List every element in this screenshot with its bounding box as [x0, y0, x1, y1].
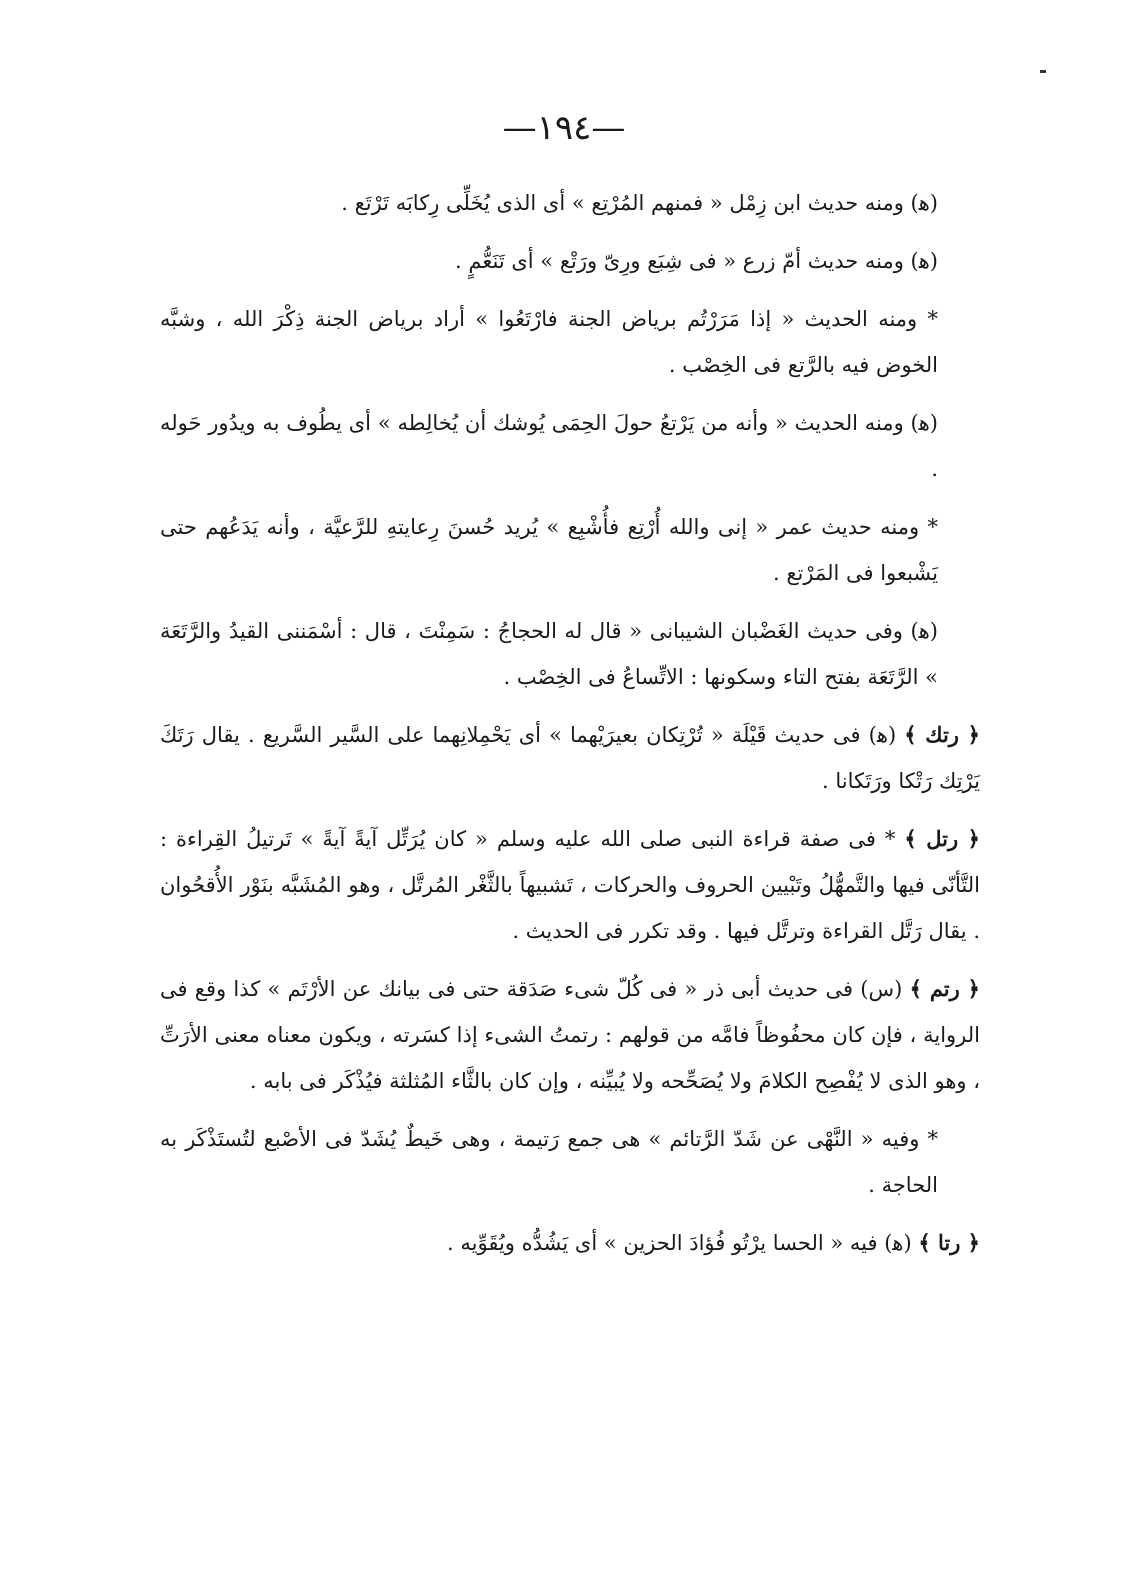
entry-rtl: [160, 816, 980, 954]
entry-5: [160, 504, 980, 596]
entry-rtk: [160, 712, 980, 804]
entry-text: (ﻫ) فيه « الحسا يرْتُو فُؤادَ الحزين » أى يَشُدُّه ويُقَوِّيه .: [447, 1231, 912, 1255]
entry-3: [160, 296, 980, 388]
entry-text: * فى صفة قراءة النبى صلى الله عليه وسلم « كان يُرَتِّل آيةً آيةً » تَرتيلُ القِراءة : التَّأنّى فيها والتَّمهُّلُ وتَبْيين الحروف والحركات ، تَشبيهاً بالثَّغْر المُرتَّل ، وهو المُشَبَّه بنَوْر الأُقحُوان . يقال رَتَّل القراءة وترتَّل فيها . وقد تكرر فى الحديث .: [160, 827, 980, 943]
entry-text: (ﻫ) ومنه حديث ابن زِمْل « فمنهم المُرْتِع » أى الذى يُخَلِّى رِكابَه تَرْتَع .: [341, 191, 938, 215]
entry-text: * وفيه « النَّهْى عن شَدّ الرَّتائم » هى جمع رَتيمة ، وهى خَيطٌ يُشَدّ فى الأصْبع لتُستَذْكَر به الحاجة .: [160, 1127, 939, 1197]
entry-4: [160, 400, 980, 492]
entry-rtm: [160, 966, 980, 1104]
entry-10: [160, 1116, 980, 1208]
entry-text: (ﻫ) ومنه الحديث « وأنه من يَرْتعُ حولَ الحِمَى يُوشك أن يُخالِطه » أى يطُوف به ويدُور حَوله .: [160, 411, 938, 481]
entry-text: (ﻫ) فى حديث قَيْلَة « تُرْتِكان بعيرَيْهما » أى يَحْمِلانِهما على السَّير السَّريع . يقال رَتَكَ يَرْتِك رَتْكا ورَتَكانا .: [160, 723, 980, 793]
entry-6: [160, 608, 980, 700]
entry-text: (ﻫ) ومنه حديث أمّ زرع « فى شِبَع ورِىّ ورَتْع » أى تَنَعُّمٍ .: [455, 249, 938, 273]
headword: ﴿ رتم ﴾: [909, 976, 980, 1001]
headword: ﴿ رتل ﴾: [904, 826, 980, 851]
entry-2: [160, 238, 980, 284]
entry-rta: [160, 1220, 980, 1266]
page-number: —١٩٤—: [502, 108, 626, 148]
dictionary-text: [160, 180, 980, 1278]
entry-1: [160, 180, 980, 226]
corner-mark: [1040, 70, 1046, 73]
entry-text: * ومنه الحديث « إذا مَرَرْتُم برياض الجنة فارْتَعُوا » أراد برياض الجنة ذِكْرَ الله ، وشبَّه الخوض فيه بالرَّتع فى الخِصْب .: [160, 307, 938, 377]
headword: ﴿ رتك ﴾: [904, 722, 980, 747]
entry-text: (س) فى حديث أبى ذر « فى كُلّ شىء صَدَقة حتى فى بيانك عن الأرْتَم » كذا وقع فى الرواية ، فإن كان محفُوظاً فامَّه من قولهم : رتمتُ الشىء إذا كسَرته ، ويكون معناه معنى الأرَتِّ ، وهو الذى لا يُفْصِح الكلامَ ولا يُصَحِّحه ولا يُبيِّنه ، وإن كان بالثَّاء المُثلثة فيُذْكَر فى بابه .: [160, 977, 980, 1093]
headword: ﴿ رتا ﴾: [918, 1230, 980, 1255]
entry-text: (ﻫ) وفى حديث الغَضْبان الشيبانى « قال له الحجاجُ : سَمِنْتَ ، قال : أسْمَننى القيدُ والرَّتَعَة » الرَّتَعَة بفتح التاء وسكونها : الاتِّساعُ فى الخِصْب .: [160, 619, 938, 689]
entry-text: * ومنه حديث عمر « إنى والله أُرْتِع فأُشْبِع » يُريد حُسنَ رِعايتهِ للرَّعيَّة ، وأنه يَدَعُهم حتى يَشْبعوا فى المَرْتع .: [160, 515, 938, 585]
